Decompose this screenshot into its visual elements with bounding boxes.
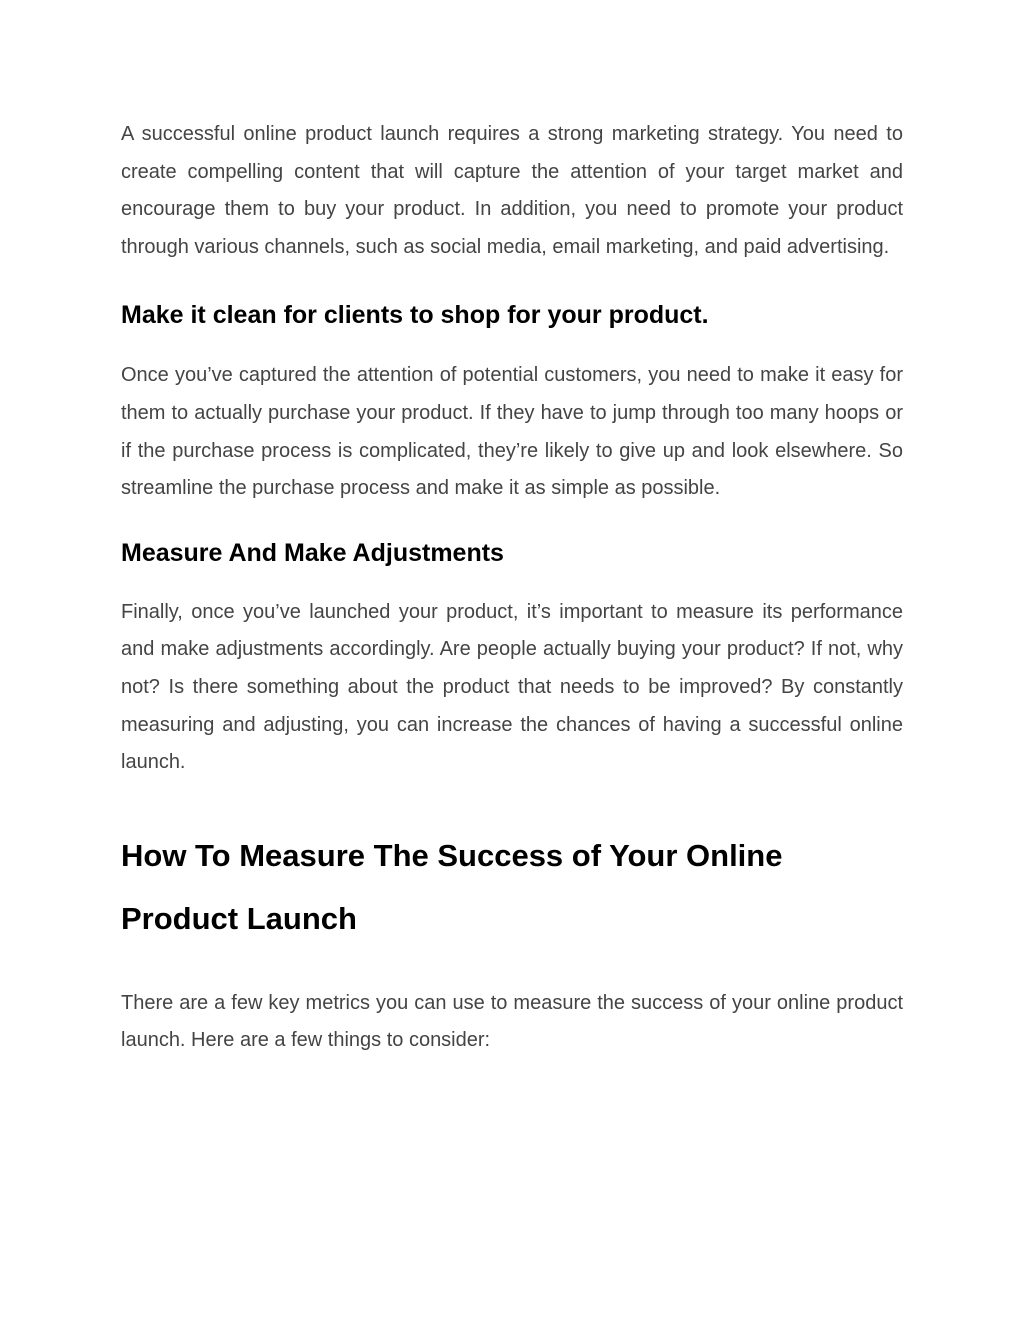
paragraph-key-metrics: There are a few key metrics you can use to measure the success of your online product launch. Here are a few things to consider:	[121, 991, 903, 1052]
paragraph-measure-performance: Finally, once you’ve launched your product, it’s important to measure its performance and make adjustments accordingly. Are people actually buying your product? If not, why not? Is there something about the product that needs to be improved? By constantly measuring and adjusting, you can increase the chances of having a successful online launch.	[121, 600, 903, 774]
paragraph-marketing-strategy: A successful online product launch requires a strong marketing strategy. You need to create compelling content that will capture the attention of your target market and encourage them to buy your product. In addition, you need to promote your product through various channels, such as social media, email marketing, and paid advertising.	[121, 123, 903, 258]
heading-measure-adjust: Measure And Make Adjustments	[121, 538, 504, 567]
heading-measure-success: How To Measure The Success of Your Online Product Launch	[121, 837, 783, 936]
document-page	[121, 116, 903, 1060]
heading-easy-to-shop: Make it clean for clients to shop for your product.	[121, 301, 709, 330]
paragraph-purchase-process: Once you’ve captured the attention of potential customers, you need to make it easy for them to actually purchase your product. If they have to jump through too many hoops or if the purchase process is complicated, they’re likely to give up and look elsewhere. So streamline the purchase process and make it as simple as possible.	[121, 364, 903, 500]
